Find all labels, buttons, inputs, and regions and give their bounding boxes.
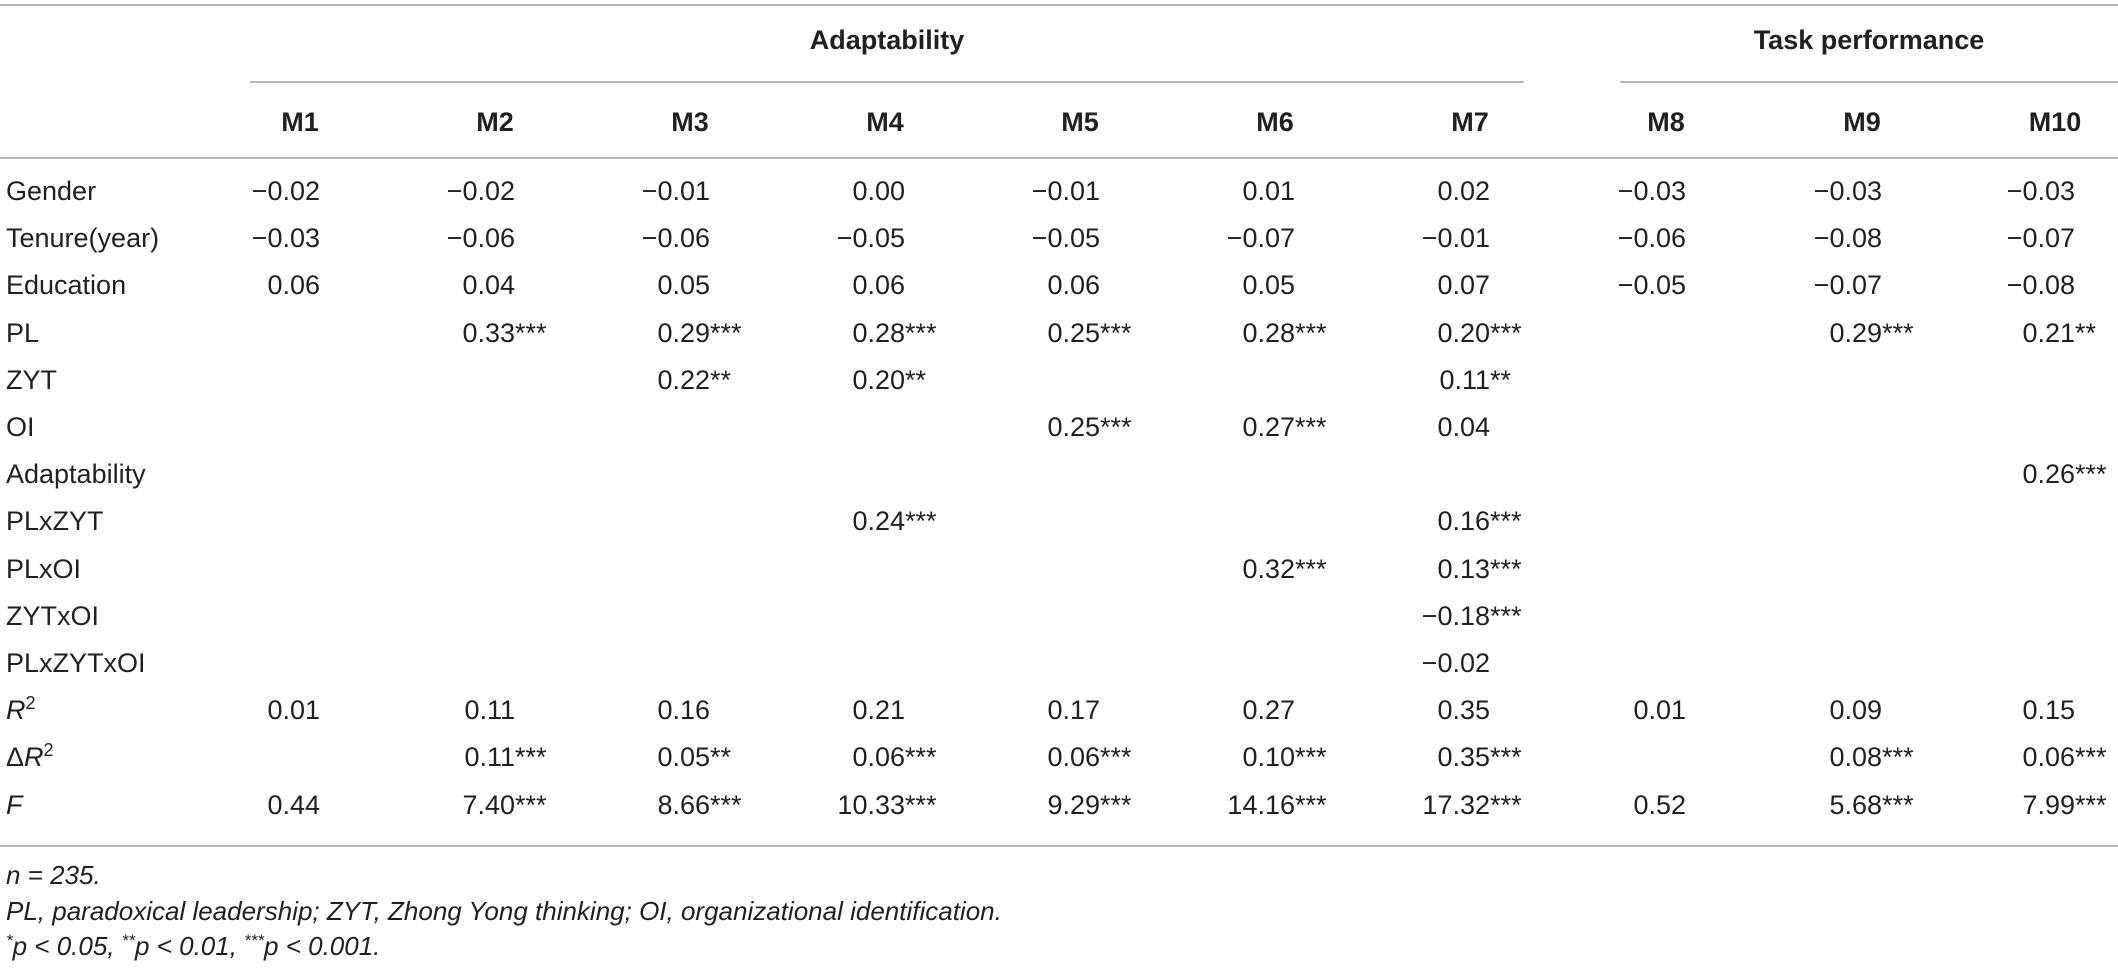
cell-value: 0.05 xyxy=(1242,270,1295,301)
table-cell xyxy=(1965,734,2118,781)
significance-stars: *** xyxy=(710,317,742,348)
row-label xyxy=(6,404,35,451)
row-label-text: PLxZYT xyxy=(6,506,104,537)
significance-stars: *** xyxy=(1100,317,1132,348)
row-label xyxy=(6,782,23,829)
table-cell xyxy=(990,734,1150,781)
column-header-m10: M10 xyxy=(2028,107,2082,137)
cell-value: 0.52 xyxy=(1633,789,1686,820)
cell-value: 0.10 xyxy=(1242,742,1295,773)
cell-value: 0.09 xyxy=(1829,695,1882,726)
significance-stars: *** xyxy=(1882,789,1914,820)
table-cell xyxy=(795,357,955,404)
significance-marker: ** xyxy=(121,931,136,950)
table-cell xyxy=(1772,782,1932,829)
table-cell xyxy=(990,782,1150,829)
cell-value: 17.32 xyxy=(1422,789,1490,820)
cell-value: −0.02 xyxy=(251,176,320,206)
row-label xyxy=(6,546,81,593)
table-row xyxy=(0,782,2118,829)
column-header-m9: M9 xyxy=(1843,107,1881,137)
significance-stars: *** xyxy=(1295,412,1327,442)
significance-stars: *** xyxy=(2075,789,2107,820)
table-cell xyxy=(1772,310,1932,357)
column-header-m4: M4 xyxy=(866,107,904,137)
cell-value: −0.02 xyxy=(446,176,515,206)
table-cell xyxy=(405,310,565,357)
row-label-text: Gender xyxy=(6,176,97,206)
significance-stars: *** xyxy=(1100,412,1132,442)
table-cell xyxy=(1380,687,1540,734)
table-cell xyxy=(795,215,955,262)
table-cell xyxy=(1576,687,1736,734)
cell-value: 0.17 xyxy=(1047,695,1100,726)
table-cell xyxy=(1965,168,2118,215)
cell-value: 10.33 xyxy=(837,789,905,820)
row-label xyxy=(6,451,146,498)
significance-stars: ** xyxy=(1490,364,1512,395)
cell-value: 0.25 xyxy=(1047,317,1100,348)
cell-value: 0.20 xyxy=(1437,317,1490,348)
cell-value: 0.15 xyxy=(2022,695,2075,726)
cell-value: −0.06 xyxy=(641,223,710,254)
cell-value: 7.99 xyxy=(2022,789,2075,820)
note-significance-levels xyxy=(6,929,380,963)
cell-value: 0.22 xyxy=(657,364,710,395)
significance-text: p < 0.01, xyxy=(135,931,245,961)
table-cell xyxy=(1772,215,1932,262)
table-row xyxy=(0,404,2118,451)
table-cell xyxy=(1380,782,1540,829)
table-cell xyxy=(1965,310,2118,357)
cell-value: 0.44 xyxy=(267,789,320,820)
significance-stars: *** xyxy=(710,789,742,820)
cell-value: 0.24 xyxy=(852,506,905,537)
table-cell xyxy=(1965,215,2118,262)
table-cell xyxy=(990,404,1150,451)
cell-value: 0.21 xyxy=(2022,317,2075,348)
table-cell xyxy=(1185,782,1345,829)
cell-value: 0.08 xyxy=(1829,742,1882,773)
table-cell xyxy=(1380,168,1540,215)
significance-stars: *** xyxy=(905,506,937,537)
cell-value: −0.02 xyxy=(1421,648,1490,678)
table-row xyxy=(0,640,2118,687)
significance-stars: *** xyxy=(2075,459,2107,490)
significance-stars: *** xyxy=(1490,742,1522,773)
cell-value: −0.05 xyxy=(836,223,905,254)
cell-value: 0.35 xyxy=(1437,695,1490,726)
significance-text: p < 0.001. xyxy=(264,931,381,961)
table-cell xyxy=(1185,310,1345,357)
table-cell xyxy=(405,168,565,215)
significance-stars: *** xyxy=(2075,742,2107,773)
cell-value: −0.07 xyxy=(1813,270,1882,301)
top-rule xyxy=(0,4,2118,6)
cell-value: 0.26 xyxy=(2022,459,2075,490)
row-label-text: Tenure(year) xyxy=(6,223,160,254)
row-label-text: PLxZYTxOI xyxy=(6,648,146,678)
table-cell xyxy=(600,734,760,781)
column-header-m8: M8 xyxy=(1647,107,1685,137)
cell-value: 0.16 xyxy=(1437,506,1490,537)
significance-marker: * xyxy=(6,931,13,950)
column-header-m7: M7 xyxy=(1451,107,1489,137)
column-header-m2: M2 xyxy=(476,107,514,137)
table-cell xyxy=(405,215,565,262)
row-label-text: F xyxy=(6,789,23,820)
cell-value: −0.07 xyxy=(1226,223,1295,254)
significance-stars: *** xyxy=(1490,553,1522,584)
table-cell xyxy=(990,310,1150,357)
cell-value: −0.03 xyxy=(251,223,320,254)
table-row xyxy=(0,451,2118,498)
row-label xyxy=(6,168,96,215)
row-label-superscript: 2 xyxy=(25,693,36,714)
cell-value: 0.28 xyxy=(852,317,905,348)
cell-value: 0.06 xyxy=(852,270,905,301)
table-cell xyxy=(210,262,370,309)
row-label-text: ZYTxOI xyxy=(6,600,99,631)
significance-stars: *** xyxy=(1490,317,1522,348)
significance-stars: *** xyxy=(905,742,937,773)
significance-stars: *** xyxy=(1882,317,1914,348)
cell-value: −0.03 xyxy=(1813,176,1882,206)
table-cell xyxy=(1380,640,1540,687)
cell-value: 0.33 xyxy=(462,317,515,348)
table-cell xyxy=(405,687,565,734)
table-cell xyxy=(210,215,370,262)
column-header-m1: M1 xyxy=(281,107,319,137)
significance-stars: *** xyxy=(1295,789,1327,820)
cell-value: 0.16 xyxy=(657,695,710,726)
significance-stars: *** xyxy=(905,317,937,348)
cell-value: −0.03 xyxy=(1617,176,1686,206)
table-cell xyxy=(1965,687,2118,734)
adaptability-span-rule xyxy=(250,81,1524,83)
row-label xyxy=(6,262,126,309)
table-cell xyxy=(1965,782,2118,829)
cell-value: 0.01 xyxy=(1633,695,1686,726)
significance-stars: *** xyxy=(1490,789,1522,820)
table-cell xyxy=(210,687,370,734)
table-row xyxy=(0,687,2118,734)
significance-stars: *** xyxy=(515,789,547,820)
cell-value: 0.25 xyxy=(1047,412,1100,442)
significance-text: p < 0.05, xyxy=(12,931,122,961)
table-cell xyxy=(210,168,370,215)
cell-value: 9.29 xyxy=(1047,789,1100,820)
cell-value: 0.32 xyxy=(1242,553,1295,584)
cell-value: 7.40 xyxy=(462,789,515,820)
bottom-rule xyxy=(0,845,2118,847)
table-cell xyxy=(1380,310,1540,357)
cell-value: −0.01 xyxy=(641,176,710,206)
cell-value: −0.06 xyxy=(1617,223,1686,254)
cell-value: 0.27 xyxy=(1242,695,1295,726)
table-cell xyxy=(1380,357,1540,404)
significance-stars: *** xyxy=(515,317,547,348)
table-row xyxy=(0,262,2118,309)
table-row xyxy=(0,310,2118,357)
row-label xyxy=(6,593,99,640)
table-row xyxy=(0,168,2118,215)
column-header-m6: M6 xyxy=(1256,107,1294,137)
table-row xyxy=(0,215,2118,262)
table-cell xyxy=(1576,215,1736,262)
significance-stars: *** xyxy=(1490,506,1522,537)
cell-value: 0.07 xyxy=(1437,270,1490,301)
cell-value: −0.01 xyxy=(1031,176,1100,206)
row-label-text: PLxOI xyxy=(6,553,82,584)
table-cell xyxy=(1576,262,1736,309)
row-label-text: R xyxy=(6,695,26,726)
table-cell xyxy=(1185,215,1345,262)
cell-value: 0.02 xyxy=(1437,176,1490,206)
cell-value: 0.06 xyxy=(1047,270,1100,301)
significance-stars: *** xyxy=(515,742,547,773)
significance-stars: *** xyxy=(1100,789,1132,820)
row-label xyxy=(6,215,159,262)
header-bottom-rule xyxy=(0,157,2118,159)
table-row xyxy=(0,357,2118,404)
significance-stars: *** xyxy=(1882,742,1914,773)
cell-value: 0.27 xyxy=(1242,412,1295,442)
cell-value: 0.06 xyxy=(2022,742,2075,773)
cell-value: 0.06 xyxy=(1047,742,1100,773)
cell-value: 0.05 xyxy=(657,270,710,301)
note-abbreviations: PL, paradoxical leadership; ZYT, Zhong Yong thinking; OI, organizational identification. xyxy=(6,896,1002,926)
cell-value: −0.08 xyxy=(2006,270,2075,301)
cell-value: 0.00 xyxy=(852,176,905,206)
table-cell xyxy=(1185,734,1345,781)
table-cell xyxy=(1772,734,1932,781)
group-header-task-performance: Task performance xyxy=(1753,25,1985,55)
significance-stars: ** xyxy=(710,742,732,773)
table-row xyxy=(0,593,2118,640)
cell-value: 0.04 xyxy=(462,270,515,301)
cell-value: 8.66 xyxy=(657,789,710,820)
row-label xyxy=(6,734,54,781)
significance-stars: *** xyxy=(1295,742,1327,773)
significance-stars: ** xyxy=(2075,317,2097,348)
cell-value: 0.29 xyxy=(1829,317,1882,348)
table-cell xyxy=(600,687,760,734)
table-cell xyxy=(600,782,760,829)
cell-value: 0.20 xyxy=(852,364,905,395)
table-cell xyxy=(1772,168,1932,215)
task-performance-span-rule xyxy=(1620,81,2118,83)
row-label-text: Education xyxy=(6,270,127,301)
table-cell xyxy=(1185,546,1345,593)
row-label-prefix: Δ xyxy=(6,742,25,773)
row-label-text: OI xyxy=(6,412,35,442)
cell-value: 0.04 xyxy=(1437,412,1490,442)
table-cell xyxy=(990,168,1150,215)
significance-stars: *** xyxy=(1100,742,1132,773)
table-cell xyxy=(795,687,955,734)
row-label-text: ZYT xyxy=(6,364,57,395)
table-cell xyxy=(405,734,565,781)
row-label xyxy=(6,357,57,404)
table-cell xyxy=(1380,262,1540,309)
table-cell xyxy=(1772,262,1932,309)
table-cell xyxy=(795,498,955,545)
table-cell xyxy=(600,215,760,262)
significance-stars: ** xyxy=(710,364,732,395)
table-row xyxy=(0,734,2118,781)
table-row xyxy=(0,546,2118,593)
group-header-adaptability: Adaptability xyxy=(809,25,965,55)
table-cell xyxy=(795,734,955,781)
cell-value: 5.68 xyxy=(1829,789,1882,820)
table-cell xyxy=(405,262,565,309)
cell-value: 14.16 xyxy=(1227,789,1295,820)
cell-value: 0.11 xyxy=(1439,364,1490,395)
table-cell xyxy=(405,782,565,829)
table-cell xyxy=(990,687,1150,734)
row-label xyxy=(6,310,39,357)
cell-value: −0.05 xyxy=(1031,223,1100,254)
table-cell xyxy=(990,262,1150,309)
cell-value: 0.01 xyxy=(267,695,320,726)
table-cell xyxy=(1185,404,1345,451)
cell-value: −0.18 xyxy=(1421,600,1490,631)
table-cell xyxy=(1185,168,1345,215)
row-label-superscript: 2 xyxy=(43,740,54,761)
table-cell xyxy=(1380,498,1540,545)
significance-stars: ** xyxy=(905,364,927,395)
significance-stars: *** xyxy=(1490,600,1522,631)
significance-stars: *** xyxy=(1295,553,1327,584)
significance-marker: *** xyxy=(244,931,265,950)
table-cell xyxy=(1380,593,1540,640)
cell-value: 0.35 xyxy=(1437,742,1490,773)
table-cell xyxy=(1380,546,1540,593)
table-cell xyxy=(1965,451,2118,498)
cell-value: −0.05 xyxy=(1617,270,1686,301)
row-label-text: R xyxy=(24,742,44,773)
row-label-text: PL xyxy=(6,317,40,348)
row-label-text: Adaptability xyxy=(6,459,146,490)
cell-value: 0.05 xyxy=(657,742,710,773)
table-cell xyxy=(600,168,760,215)
table-cell xyxy=(1576,168,1736,215)
cell-value: 0.21 xyxy=(852,695,905,726)
table-cell xyxy=(600,310,760,357)
cell-value: 0.06 xyxy=(852,742,905,773)
table-cell xyxy=(210,782,370,829)
table-cell xyxy=(1380,215,1540,262)
column-header-m5: M5 xyxy=(1061,107,1099,137)
cell-value: −0.07 xyxy=(2006,223,2075,254)
cell-value: 0.29 xyxy=(657,317,710,348)
cell-value: 0.01 xyxy=(1242,176,1295,206)
cell-value: −0.01 xyxy=(1421,223,1490,254)
table-cell xyxy=(1185,262,1345,309)
table-cell xyxy=(1380,734,1540,781)
cell-value: 0.06 xyxy=(267,270,320,301)
table-cell xyxy=(795,310,955,357)
table-cell xyxy=(1185,687,1345,734)
cell-value: 0.28 xyxy=(1242,317,1295,348)
table-cell xyxy=(1772,687,1932,734)
cell-value: 0.11 xyxy=(464,742,515,773)
table-cell xyxy=(795,782,955,829)
row-label xyxy=(6,498,104,545)
row-label xyxy=(6,640,146,687)
table-cell xyxy=(1380,404,1540,451)
table-cell xyxy=(600,262,760,309)
table-cell xyxy=(1965,262,2118,309)
cell-value: 0.13 xyxy=(1437,553,1490,584)
cell-value: −0.06 xyxy=(446,223,515,254)
table-cell xyxy=(795,168,955,215)
table-cell xyxy=(990,215,1150,262)
cell-value: −0.08 xyxy=(1813,223,1882,254)
significance-stars: *** xyxy=(1295,317,1327,348)
note-sample-size: n = 235. xyxy=(6,860,101,890)
column-header-m3: M3 xyxy=(671,107,709,137)
table-row xyxy=(0,498,2118,545)
table-cell xyxy=(795,262,955,309)
significance-stars: *** xyxy=(905,789,937,820)
table-cell xyxy=(600,357,760,404)
cell-value: 0.11 xyxy=(464,695,515,726)
table-cell xyxy=(1576,782,1736,829)
row-label xyxy=(6,687,36,734)
cell-value: −0.03 xyxy=(2006,176,2075,206)
